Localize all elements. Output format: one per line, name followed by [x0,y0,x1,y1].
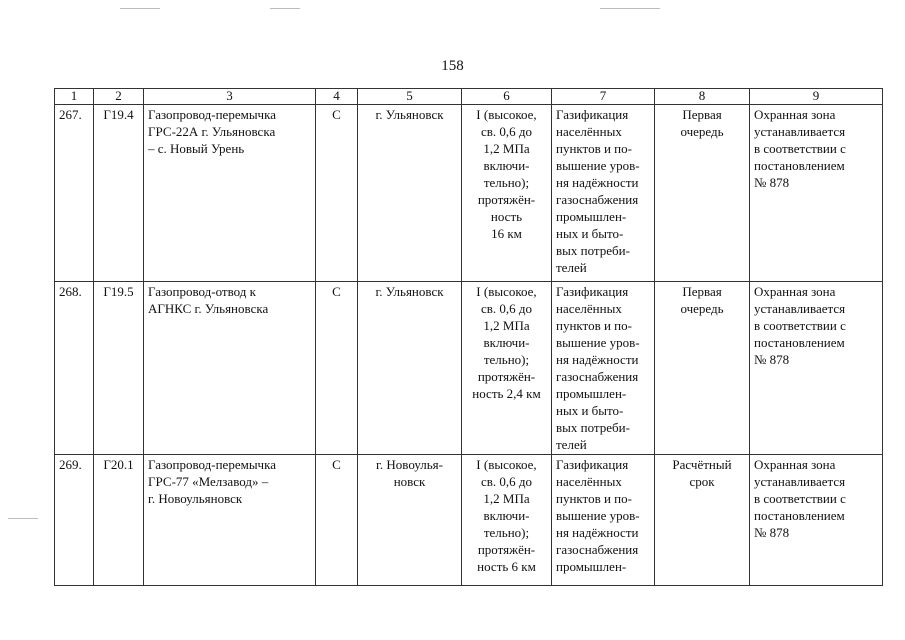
object-location: г. Новоулья- новск [358,455,462,586]
object-type: С [316,282,358,455]
object-name: Газопровод-перемычка ГРС-77 «Мелзавод» – г. Новоульяновск [144,455,316,586]
object-code: Г19.5 [94,282,144,455]
object-name: Газопровод-перемычка ГРС-22А г. Ульяновска – с. Новый Урень [144,105,316,282]
table-row [55,105,883,282]
implementation-stage: Расчётный срок [655,455,750,586]
object-parameters: I (высокое, св. 0,6 до 1,2 МПа включи- тельно); протяжён- ность 16 км [462,105,552,282]
object-type: С [316,105,358,282]
object-type: С [316,455,358,586]
implementation-stage: Первая очередь [655,105,750,282]
object-parameters: I (высокое, св. 0,6 до 1,2 МПа включи- тельно); протяжён- ность 2,4 км [462,282,552,455]
table-row [55,455,883,586]
column-header: 7 [552,89,655,105]
object-purpose: Газификация населённых пунктов и по- вышение уров- ня надёжности газоснабжения промышлен- ных и быто- вых потреби- телей [552,105,655,282]
protection-zone: Охранная зона устанавливается в соответствии с постановлением № 878 [750,455,883,586]
column-header: 5 [358,89,462,105]
scan-artifact [8,518,38,519]
object-parameters: I (высокое, св. 0,6 до 1,2 МПа включи- тельно); протяжён- ность 6 км [462,455,552,586]
column-header: 9 [750,89,883,105]
column-header: 8 [655,89,750,105]
protection-zone: Охранная зона устанавливается в соответствии с постановлением № 878 [750,105,883,282]
object-code: Г20.1 [94,455,144,586]
row-number: 268. [55,282,94,455]
column-header: 4 [316,89,358,105]
header-row [55,89,883,105]
row-number: 267. [55,105,94,282]
object-location: г. Ульяновск [358,105,462,282]
protection-zone: Охранная зона устанавливается в соответствии с постановлением № 878 [750,282,883,455]
row-number: 269. [55,455,94,586]
object-name: Газопровод-отвод к АГНКС г. Ульяновска [144,282,316,455]
implementation-stage: Первая очередь [655,282,750,455]
page-number: 158 [441,58,464,74]
column-header: 1 [55,89,94,105]
scan-artifact [600,8,660,9]
scan-artifact [120,8,160,9]
object-code: Г19.4 [94,105,144,282]
object-location: г. Ульяновск [358,282,462,455]
table-row [55,282,883,455]
object-purpose: Газификация населённых пунктов и по- вышение уров- ня надёжности газоснабжения промышлен- [552,455,655,586]
column-header: 6 [462,89,552,105]
document-table [54,88,883,586]
scan-artifact [270,8,300,9]
column-header: 3 [144,89,316,105]
column-header: 2 [94,89,144,105]
object-purpose: Газификация населённых пунктов и по- вышение уров- ня надёжности газоснабжения промышлен- ных и быто- вых потреби- телей [552,282,655,455]
